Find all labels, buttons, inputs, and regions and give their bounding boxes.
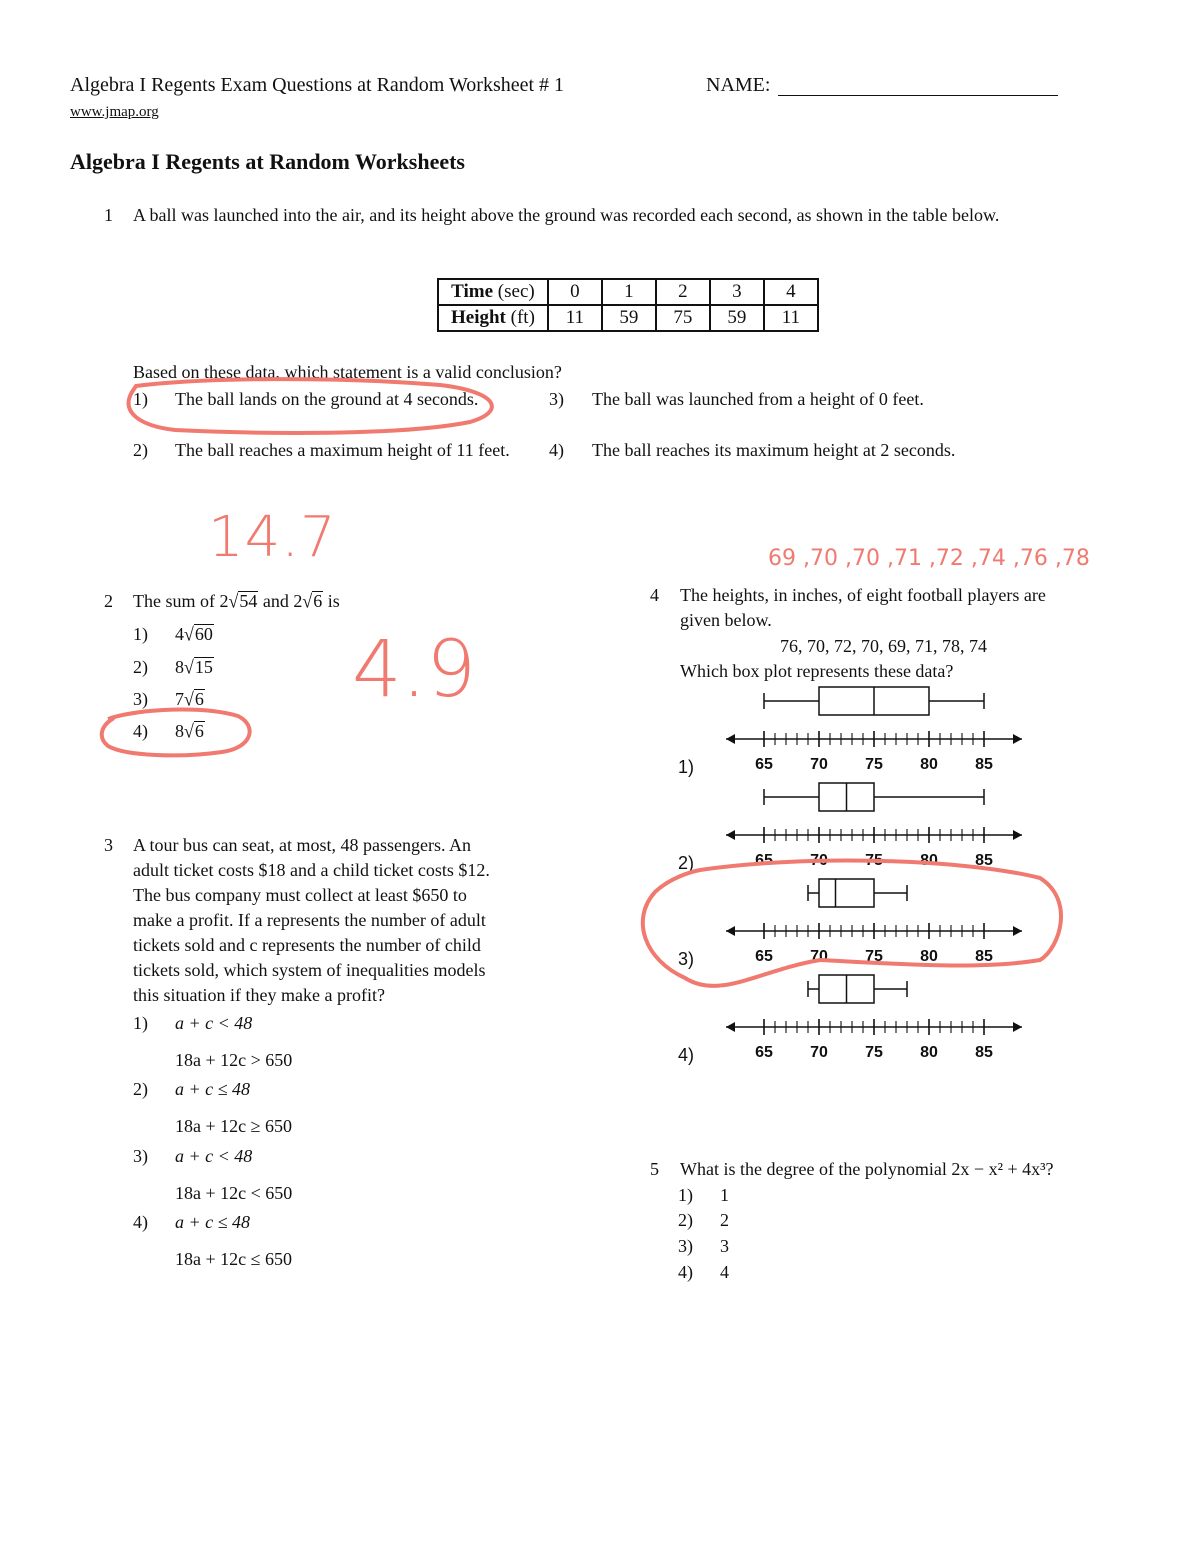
axis-tick-label: 65	[755, 1044, 773, 1061]
q5-number: 5	[650, 1159, 659, 1179]
section-title: Algebra I Regents at Random Worksheets	[70, 149, 465, 174]
q2-number: 2	[104, 591, 113, 611]
q1-number: 1	[104, 205, 113, 225]
q2-option-2-num: 2)	[133, 657, 148, 677]
q3-option-2-num: 2)	[133, 1079, 148, 1099]
table-cell: 11	[548, 305, 602, 331]
axis-tick-label: 70	[810, 852, 828, 869]
axis-tick-label: 75	[865, 948, 883, 965]
q1-text: A ball was launched into the air, and its height above the ground was recorded each second, as shown in the table below.	[133, 205, 1000, 225]
q5-option-4[interactable]: 4	[720, 1262, 729, 1282]
q1-option-4-num: 4)	[549, 440, 564, 460]
q2-text: The sum of 2√54 and 2√6 is	[133, 590, 340, 612]
axis-arrow-left	[726, 1022, 735, 1032]
axis-tick-label: 85	[975, 852, 993, 869]
axis-tick-label: 85	[975, 756, 993, 773]
q3-text: A tour bus can seat, at most, 48 passengers. An adult ticket costs $18 and a child ticket costs $12. The bus company must collect at least $650 to make a profit. If a represents the number of adult tickets sold and c represents the number of child tickets sold, which system of inequalities models this situation if they make a profit?	[133, 835, 490, 1005]
q5-text: What is the degree of the polynomial 2x − x² + 4x³?	[680, 1159, 1054, 1179]
table-cell: 75	[656, 305, 710, 331]
q3-option-2-line2[interactable]: 18a + 12c ≥ 650	[175, 1116, 293, 1136]
axis-tick-label: 80	[920, 1044, 938, 1061]
q2-option-1-num: 1)	[133, 624, 148, 644]
q1-option-2-num: 2)	[133, 440, 148, 460]
q5-option-4-num: 4)	[678, 1262, 693, 1282]
q1-option-3[interactable]: The ball was launched from a height of 0 feet.	[592, 389, 924, 409]
q3-number: 3	[104, 835, 113, 855]
axis-arrow-right	[1013, 926, 1022, 936]
table-header-height: Height (ft)	[438, 305, 548, 331]
q2-option-4-num: 4)	[133, 721, 148, 741]
handwritten-note-14-7: 14.7	[208, 505, 337, 570]
q1-option-1-num: 1)	[133, 389, 148, 409]
box-plot-option-num: 4)	[678, 1045, 695, 1065]
q3-option-4-num: 4)	[133, 1212, 148, 1232]
q5-option-2[interactable]: 2	[720, 1210, 729, 1230]
q3-option-4-line1[interactable]: a + c ≤ 48	[175, 1212, 251, 1232]
table-cell: 3	[710, 279, 764, 305]
axis-tick-label: 70	[810, 1044, 828, 1061]
site-link[interactable]: www.jmap.org	[70, 104, 159, 120]
axis-tick-label: 75	[865, 852, 883, 869]
axis-tick-label: 65	[755, 756, 773, 773]
q5-option-1[interactable]: 1	[720, 1185, 729, 1205]
axis-tick-label: 80	[920, 852, 938, 869]
axis-arrow-left	[726, 734, 735, 744]
q1-option-3-num: 3)	[549, 389, 564, 409]
q2-option-1[interactable]: 4√60	[175, 623, 213, 645]
q1-option-4[interactable]: The ball reaches its maximum height at 2 seconds.	[592, 440, 956, 460]
axis-tick-label: 65	[755, 852, 773, 869]
q1-prompt: Based on these data, which statement is a valid conclusion?	[133, 362, 562, 382]
axis-tick-label: 75	[865, 756, 883, 773]
q1-data-table	[437, 278, 819, 332]
q3-option-1-line1[interactable]: a + c < 48	[175, 1013, 253, 1033]
box-plot-option-num: 1)	[678, 757, 695, 777]
box-plot-option-num: 3)	[678, 949, 695, 969]
axis-tick-label: 65	[755, 948, 773, 965]
axis-tick-label: 80	[920, 948, 938, 965]
q3-option-3-line1[interactable]: a + c < 48	[175, 1146, 253, 1166]
table-row	[438, 279, 818, 305]
table-header-time: Time (sec)	[438, 279, 548, 305]
axis-tick-label: 70	[810, 948, 828, 965]
table-row	[438, 305, 818, 331]
q5-option-3[interactable]: 3	[720, 1236, 729, 1256]
axis-arrow-left	[726, 926, 735, 936]
q3-option-1-num: 1)	[133, 1013, 148, 1033]
q4-text: The heights, in inches, of eight football players are given below.	[680, 585, 1046, 630]
q3-option-3-num: 3)	[133, 1146, 148, 1166]
q3-option-4-line2[interactable]: 18a + 12c ≤ 650	[175, 1249, 293, 1269]
table-cell: 11	[764, 305, 818, 331]
axis-arrow-right	[1013, 1022, 1022, 1032]
axis-tick-label: 75	[865, 1044, 883, 1061]
q5-option-2-num: 2)	[678, 1210, 693, 1230]
q2-option-2[interactable]: 8√15	[175, 656, 213, 678]
table-cell: 59	[602, 305, 656, 331]
axis-arrow-left	[726, 830, 735, 840]
q4-box-plots	[670, 680, 1050, 1080]
q4-data: 76, 70, 72, 70, 69, 71, 78, 74	[780, 636, 987, 656]
axis-tick-label: 85	[975, 1044, 993, 1061]
q2-option-3-num: 3)	[133, 689, 148, 709]
table-cell: 4	[764, 279, 818, 305]
q3-option-2-line1[interactable]: a + c ≤ 48	[175, 1079, 251, 1099]
axis-tick-label: 70	[810, 756, 828, 773]
handwritten-sorted-data: 69 ,70 ,70 ,71 ,72 ,74 ,76 ,78	[768, 546, 1090, 571]
name-label: NAME:	[706, 74, 771, 96]
table-cell: 1	[602, 279, 656, 305]
axis-arrow-right	[1013, 830, 1022, 840]
handwritten-note-4-9: 4.9	[352, 625, 477, 715]
name-field-line[interactable]	[778, 95, 1058, 96]
axis-tick-label: 85	[975, 948, 993, 965]
box	[819, 879, 874, 907]
q5-option-3-num: 3)	[678, 1236, 693, 1256]
table-cell: 2	[656, 279, 710, 305]
box-plot-option-num: 2)	[678, 853, 695, 873]
table-cell: 0	[548, 279, 602, 305]
q2-option-3[interactable]: 7√6	[175, 688, 204, 710]
q2-option-4[interactable]: 8√6	[175, 720, 204, 742]
q3-option-1-line2[interactable]: 18a + 12c > 650	[175, 1050, 293, 1070]
table-cell: 59	[710, 305, 764, 331]
q5-option-1-num: 1)	[678, 1185, 693, 1205]
q1-option-1[interactable]: The ball lands on the ground at 4 seconds.	[175, 389, 479, 409]
q4-question: Which box plot represents these data?	[680, 661, 954, 681]
axis-arrow-right	[1013, 734, 1022, 744]
radicand: 6	[313, 591, 323, 611]
radicand: 54	[239, 591, 258, 611]
worksheet-header-title: Algebra I Regents Exam Questions at Random Worksheet # 1	[70, 74, 565, 96]
axis-tick-label: 80	[920, 756, 938, 773]
q4-number: 4	[650, 585, 659, 605]
q1-option-2[interactable]: The ball reaches a maximum height of 11 feet.	[175, 440, 510, 460]
q3-option-3-line2[interactable]: 18a + 12c < 650	[175, 1183, 293, 1203]
